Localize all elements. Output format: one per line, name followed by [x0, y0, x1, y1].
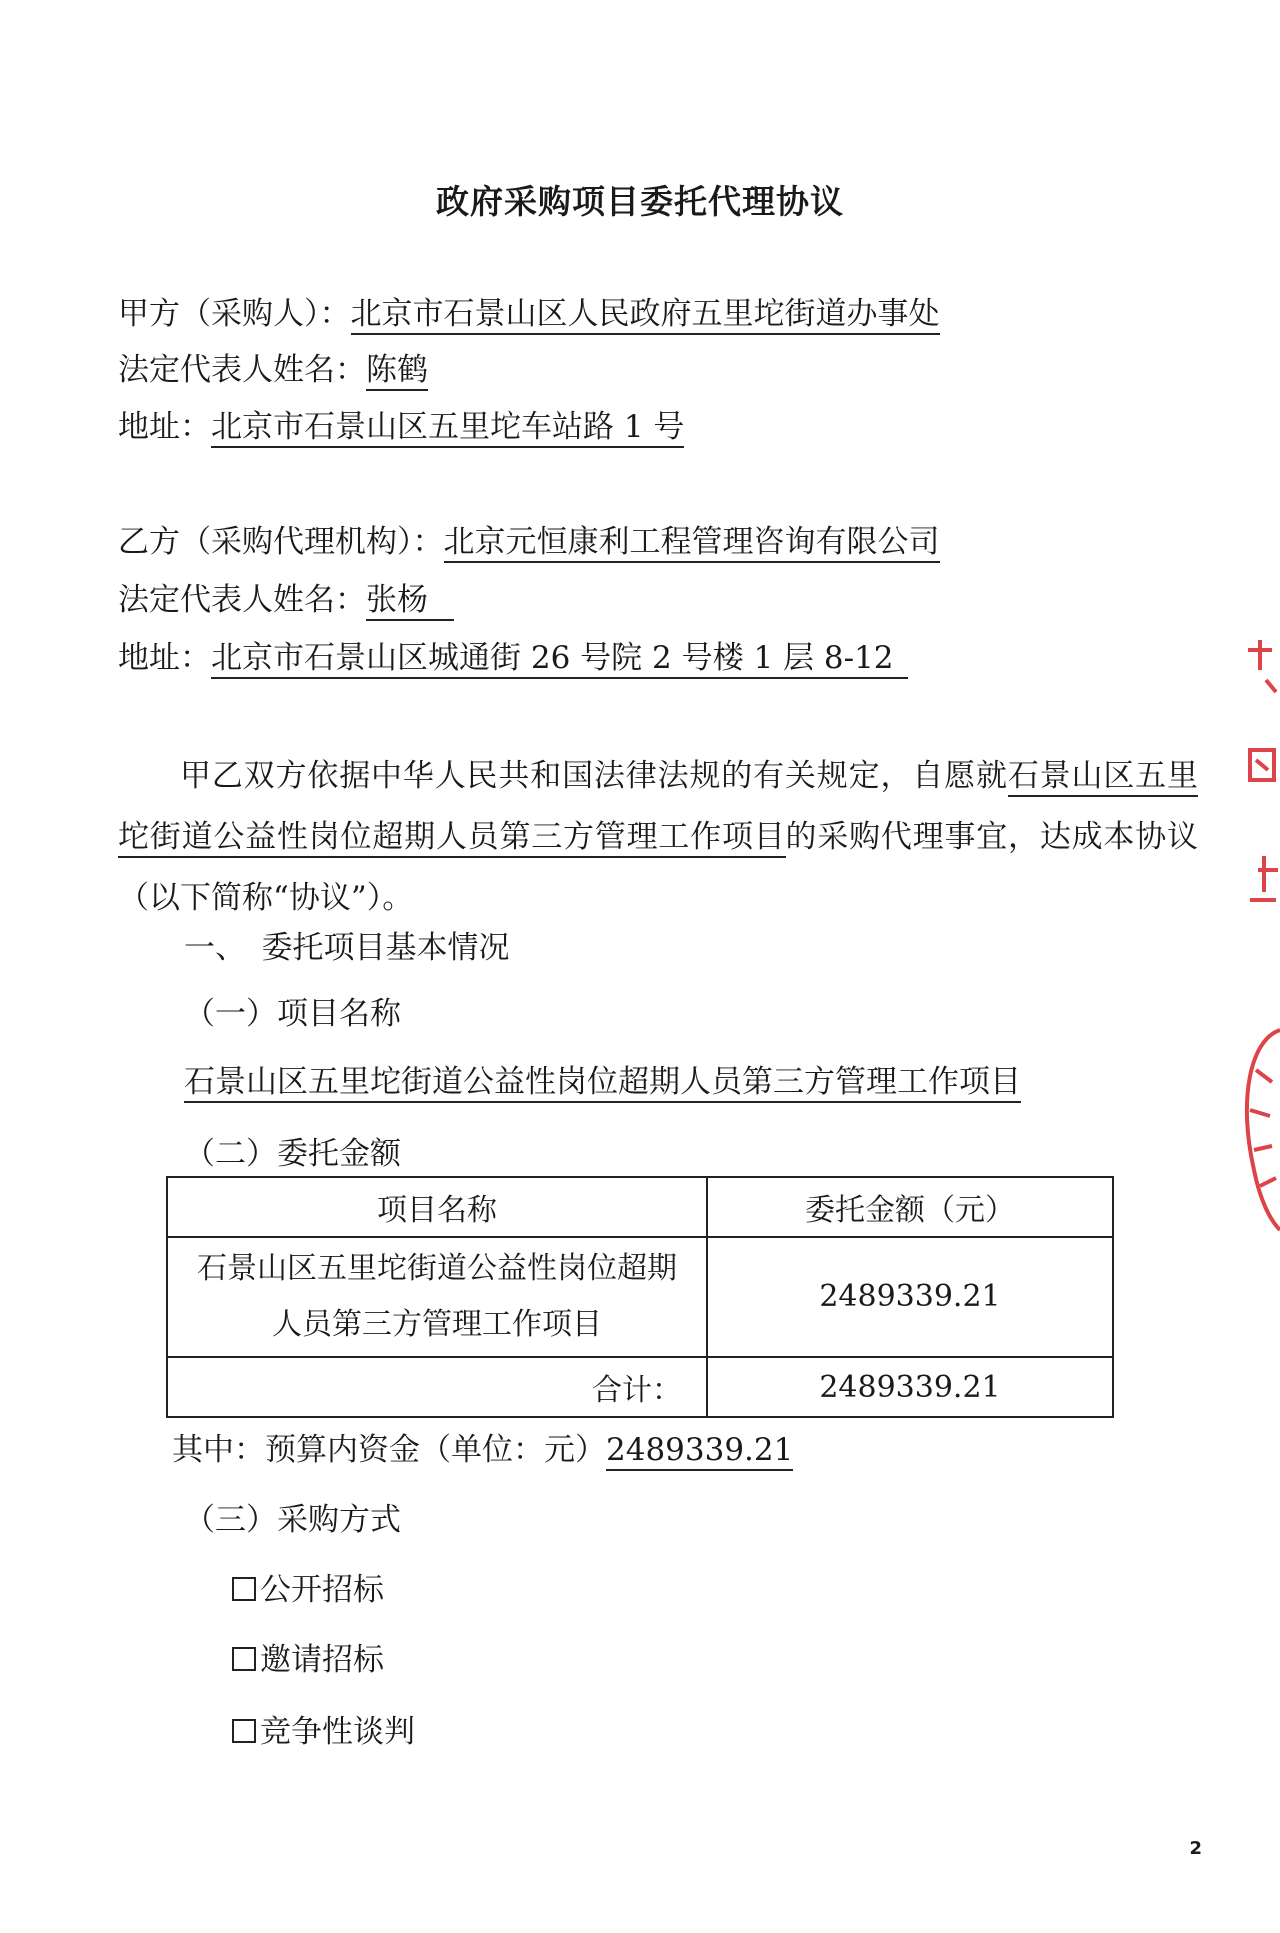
method-label: 公开招标: [260, 1572, 384, 1608]
method-open-tender[interactable]: [232, 1568, 384, 1612]
total-amount: 2489339.21: [707, 1357, 1113, 1417]
intro-post: 的采购代理事宜，达成本协议（以下简称“协议”）。: [118, 819, 1199, 916]
party-b-address: 北京市石景山区城通街 26 号院 2 号楼 1 层 8-12: [211, 640, 908, 679]
amount-table: [166, 1176, 1114, 1418]
subsection-project-name: （一）项目名称: [184, 996, 401, 1032]
checkbox-icon[interactable]: [232, 1577, 256, 1601]
party-a-address-label: 地址：: [118, 409, 211, 445]
party-a-rep-label: 法定代表人姓名：: [118, 352, 366, 388]
section-1-heading: 一、 委托项目基本情况: [184, 930, 510, 966]
party-a-address: 北京市石景山区五里坨车站路 1 号: [211, 409, 684, 448]
checkbox-icon[interactable]: [232, 1647, 256, 1671]
budget-label: 其中：预算内资金（单位：元）: [172, 1432, 606, 1468]
party-b-address-line: [118, 636, 908, 680]
party-b-rep-label: 法定代表人姓名：: [118, 582, 366, 618]
header-amount: 委托金额（元）: [707, 1177, 1113, 1237]
table-row: [167, 1237, 1113, 1357]
budget-value: 2489339.21: [606, 1432, 793, 1471]
table-total-row: [167, 1357, 1113, 1417]
intro-pre: 甲乙双方依据中华人民共和国法律法规的有关规定，自愿就: [180, 758, 1008, 794]
party-a-line: [118, 292, 940, 336]
subsection-amount: （二）委托金额: [184, 1136, 401, 1172]
party-b-rep-line: [118, 578, 454, 622]
party-a-rep-line: [118, 348, 428, 392]
party-b-name: 北京元恒康利工程管理咨询有限公司: [444, 524, 940, 563]
project-name-line: [184, 1060, 1021, 1104]
method-invited-tender[interactable]: [232, 1638, 384, 1682]
document-title: 政府采购项目委托代理协议: [436, 182, 844, 221]
red-seal-stamp-icon: [1220, 630, 1280, 1270]
method-competitive-negotiation[interactable]: [232, 1710, 415, 1754]
checkbox-icon[interactable]: [232, 1719, 256, 1743]
party-b-line: [118, 520, 940, 564]
budget-line: [172, 1428, 793, 1472]
subsection-procurement-method: （三）采购方式: [184, 1502, 401, 1538]
party-a-label: 甲方（采购人）：: [118, 296, 351, 332]
method-label: 邀请招标: [260, 1642, 384, 1678]
intro-project: 石景山区五里坨街道公益性岗位超期人员第三方管理工作项目: [118, 758, 1198, 858]
header-project-name: 项目名称: [167, 1177, 707, 1237]
project-name: 石景山区五里坨街道公益性岗位超期人员第三方管理工作项目: [184, 1064, 1021, 1103]
party-b-rep: 张杨: [366, 582, 454, 621]
table-header-row: [167, 1177, 1113, 1237]
party-b-address-label: 地址：: [118, 640, 211, 676]
row-project-name: [167, 1237, 707, 1357]
party-a-rep: 陈鹤: [366, 352, 428, 391]
page-number: 2: [1189, 1838, 1202, 1859]
party-a-address-line: [118, 405, 684, 449]
party-a-name: 北京市石景山区人民政府五里坨街道办事处: [351, 296, 940, 335]
total-label: 合计：: [167, 1357, 707, 1417]
intro-paragraph: [118, 746, 1198, 929]
row-project-name-line1: 石景山区五里坨街道公益性岗位超期: [197, 1251, 677, 1286]
party-b-label: 乙方（采购代理机构）：: [118, 524, 444, 560]
row-project-name-line2: 人员第三方管理工作项目: [272, 1307, 602, 1342]
method-label: 竞争性谈判: [260, 1714, 415, 1750]
row-amount: 2489339.21: [707, 1237, 1113, 1357]
